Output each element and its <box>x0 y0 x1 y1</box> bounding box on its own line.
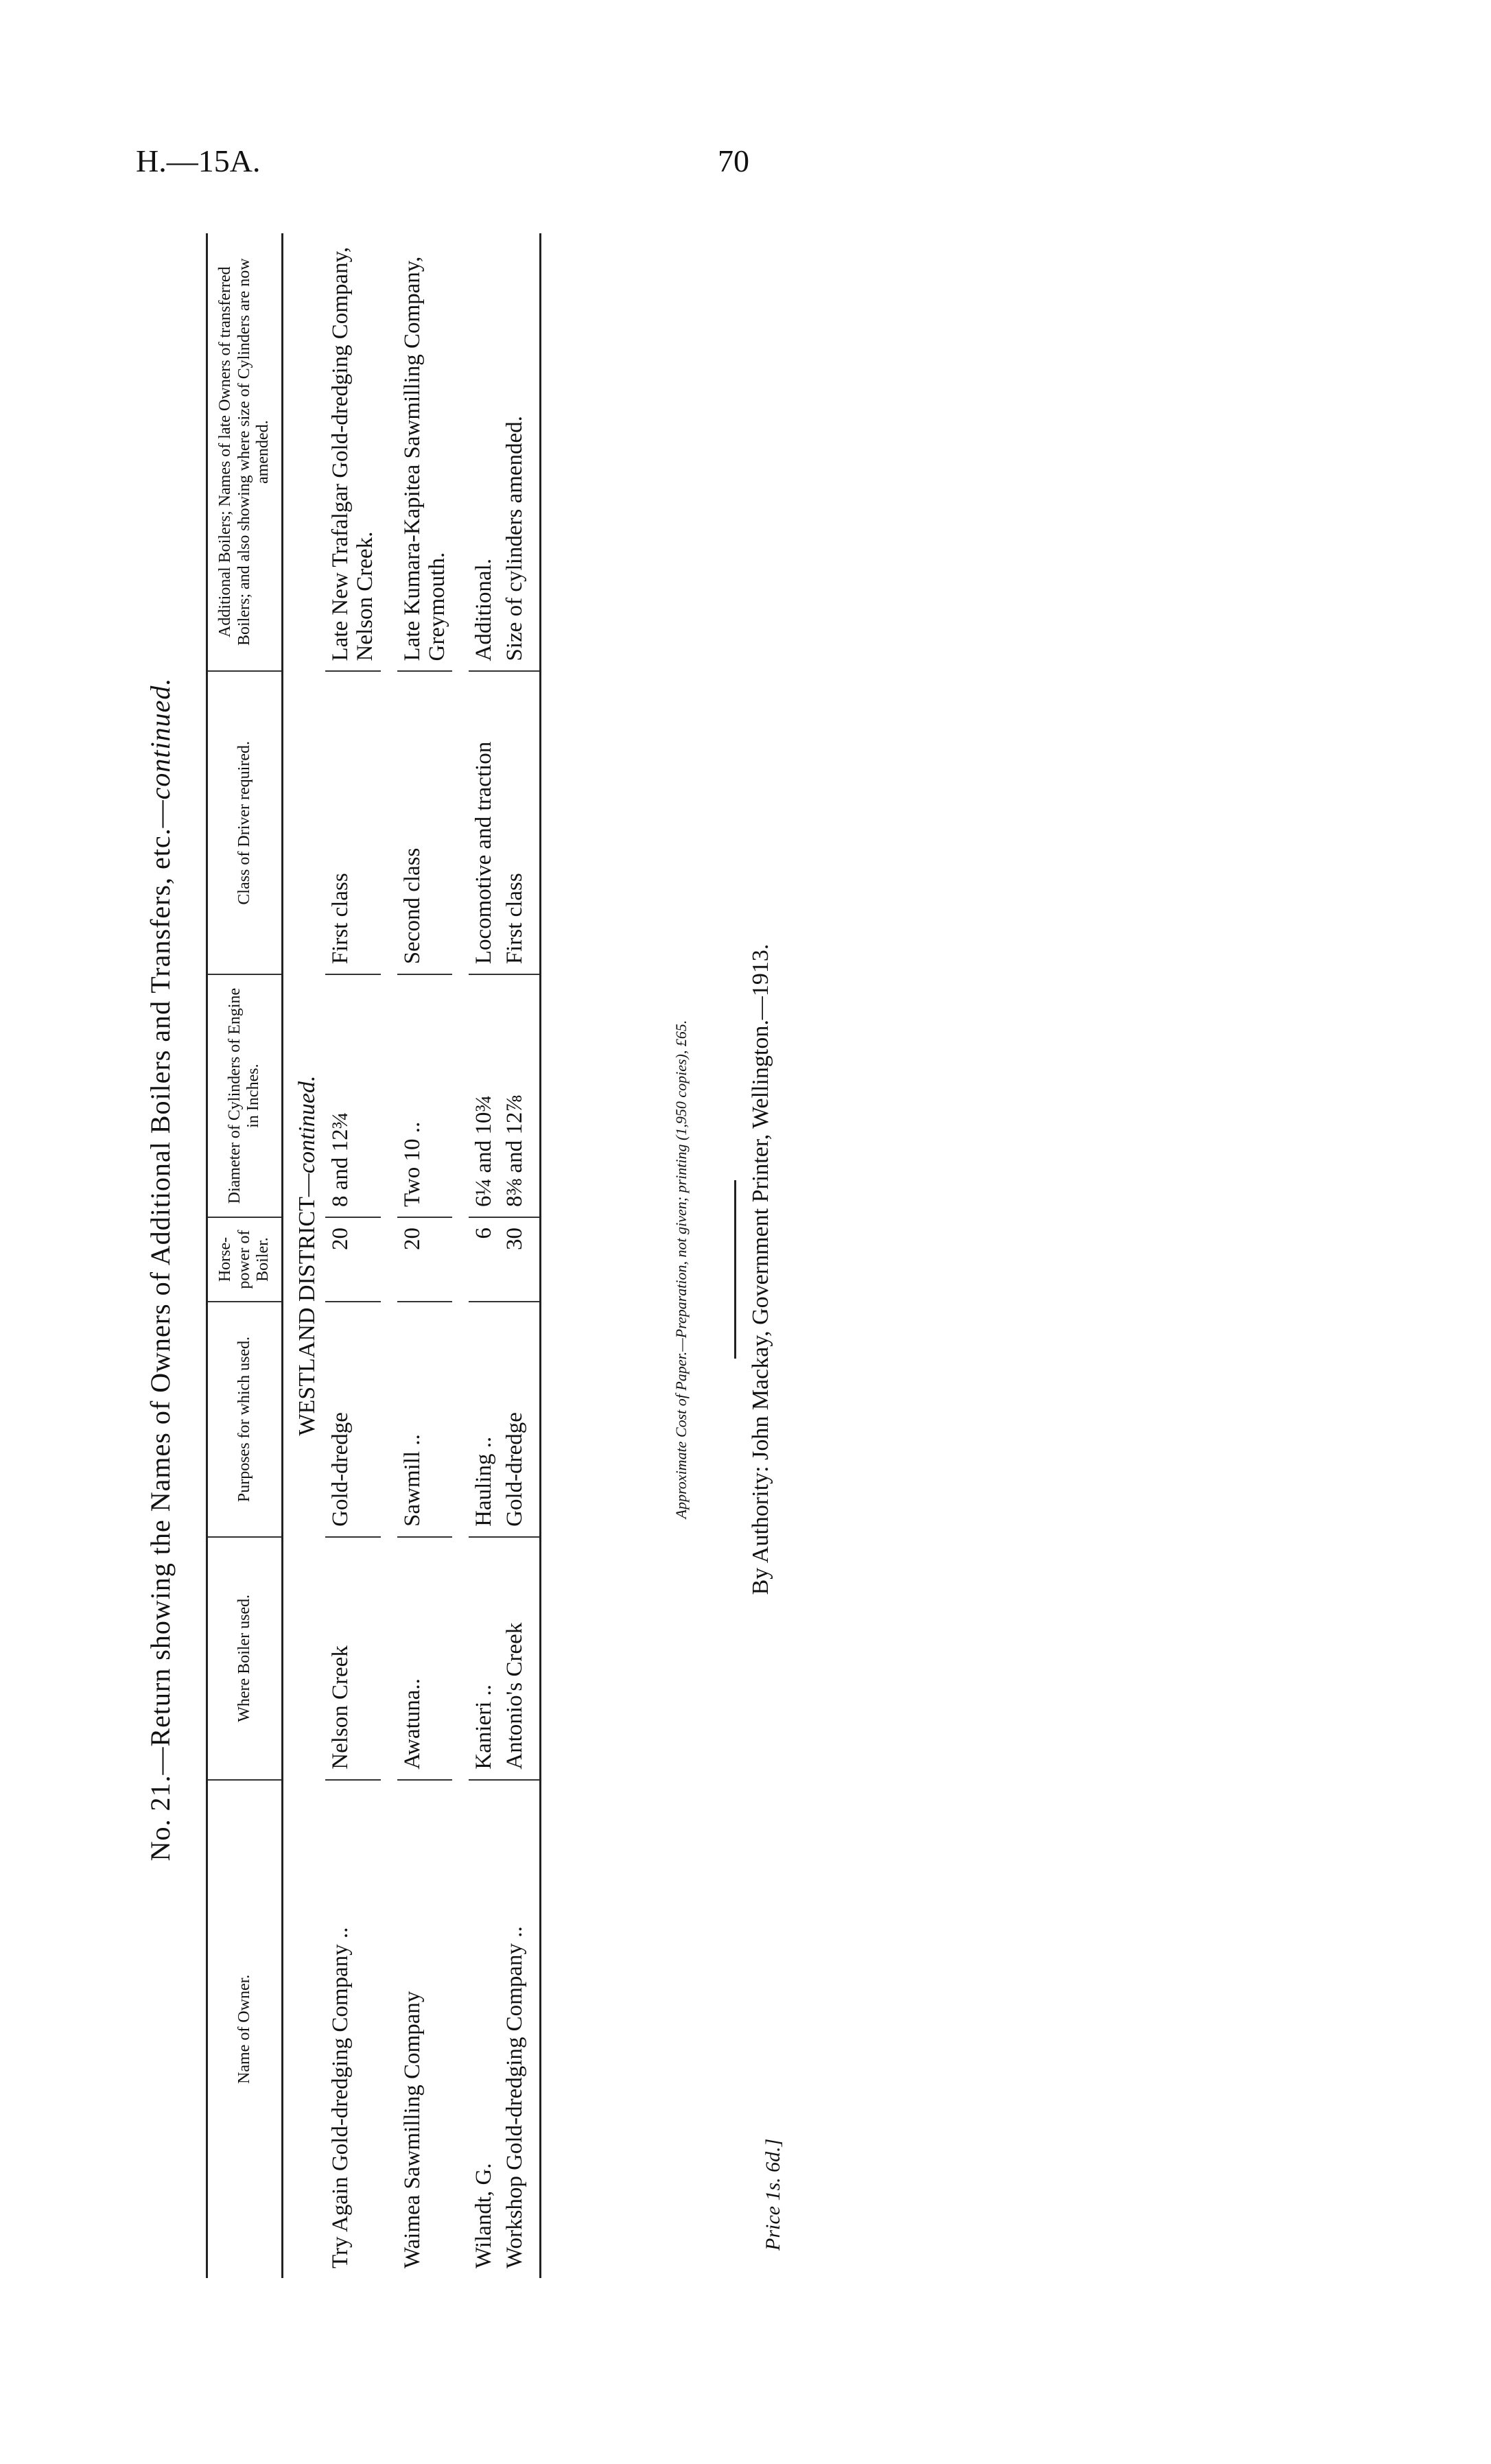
printer-authority: By Authority: John Mackay, Government Printer, Wellington.—1913. <box>748 943 773 1595</box>
cell-horse-power: 20 <box>325 1217 381 1302</box>
header-where: Where Boiler used. <box>207 1537 283 1780</box>
header-horse-power: Horse-power of Boiler. <box>207 1217 283 1302</box>
rotated-page-content <box>144 172 1448 2367</box>
table-header-row <box>207 233 283 2278</box>
table-row <box>469 233 499 2278</box>
cell-horse-power: 6 <box>469 1217 499 1302</box>
row-spacer <box>381 233 397 2278</box>
cell-purpose: Hauling .. <box>469 1302 499 1537</box>
cell-remarks: Late New Trafalgar Gold-dredging Company, Nelson Creek. <box>325 233 381 671</box>
cell-driver-class: Locomotive and traction <box>469 671 499 974</box>
cell-purpose: Gold-dredge <box>325 1302 381 1537</box>
document-reference: H.—15A. <box>136 143 261 178</box>
district-heading <box>282 233 325 2278</box>
header-diameter: Diameter of Cylinders of Engine in Inches. <box>207 974 283 1217</box>
price-note: Price 1s. 6d.] <box>762 2138 784 2251</box>
cell-where: Kanieri .. <box>469 1537 499 1780</box>
district-continued: continued. <box>294 1075 320 1174</box>
cell-owner: Waimea Sawmilling Company <box>399 1991 425 2268</box>
cell-owner: Try Again Gold-dredging Company .. <box>328 1927 353 2268</box>
divider-rule <box>734 1180 736 1359</box>
cell-diameter: Two 10 .. <box>397 974 453 1217</box>
title-main: No. 21.—Return showing the Names of Owners of Additional Boilers and Transfers, etc.— <box>145 799 176 1862</box>
cell-diameter: 8 and 12¾ <box>325 974 381 1217</box>
header-owner: Name of Owner. <box>207 1780 283 2278</box>
return-title <box>144 172 176 2367</box>
cell-remarks: Additional. <box>469 233 499 671</box>
header-remarks: Additional Boilers; Names of late Owners of transferred Boilers; and also showing where size of Cylinders are now amended. <box>207 233 283 671</box>
cell-remarks: Size of cylinders amended. <box>500 233 541 671</box>
cell-driver-class: Second class <box>397 671 453 974</box>
header-driver-class: Class of Driver required. <box>207 671 283 974</box>
cell-owner: Workshop Gold-dredging Company .. <box>500 1780 541 2278</box>
cell-horse-power: 30 <box>500 1217 541 1302</box>
cost-note: Approximate Cost of Paper.—Preparation, not given; printing (1,950 copies), £65. <box>672 1020 690 1519</box>
boilers-table <box>206 233 541 2278</box>
title-continued: continued. <box>145 677 176 800</box>
district-row <box>282 233 325 2278</box>
page-number: 70 <box>718 143 749 178</box>
district-name: WESTLAND DISTRICT— <box>294 1173 320 1436</box>
cell-diameter: 8⅜ and 12⅞ <box>500 974 541 1217</box>
table-row <box>325 233 381 2278</box>
cell-purpose: Sawmill .. <box>397 1302 453 1537</box>
cell-purpose: Gold-dredge <box>500 1302 541 1537</box>
table-row <box>397 233 453 2278</box>
cell-where: Nelson Creek <box>325 1537 381 1780</box>
table-row <box>500 233 541 2278</box>
cell-driver-class: First class <box>325 671 381 974</box>
cell-horse-power: 20 <box>397 1217 453 1302</box>
cell-where: Awatuna.. <box>397 1537 453 1780</box>
cell-where: Antonio's Creek <box>500 1537 541 1780</box>
cell-remarks: Late Kumara-Kapitea Sawmilling Company, Greymouth. <box>397 233 453 671</box>
row-spacer <box>452 233 469 2278</box>
cell-owner: Wilandt, G. <box>471 2163 497 2268</box>
cell-driver-class: First class <box>500 671 541 974</box>
cell-diameter: 6¼ and 10¾ <box>469 974 499 1217</box>
header-purpose: Purposes for which used. <box>207 1302 283 1537</box>
